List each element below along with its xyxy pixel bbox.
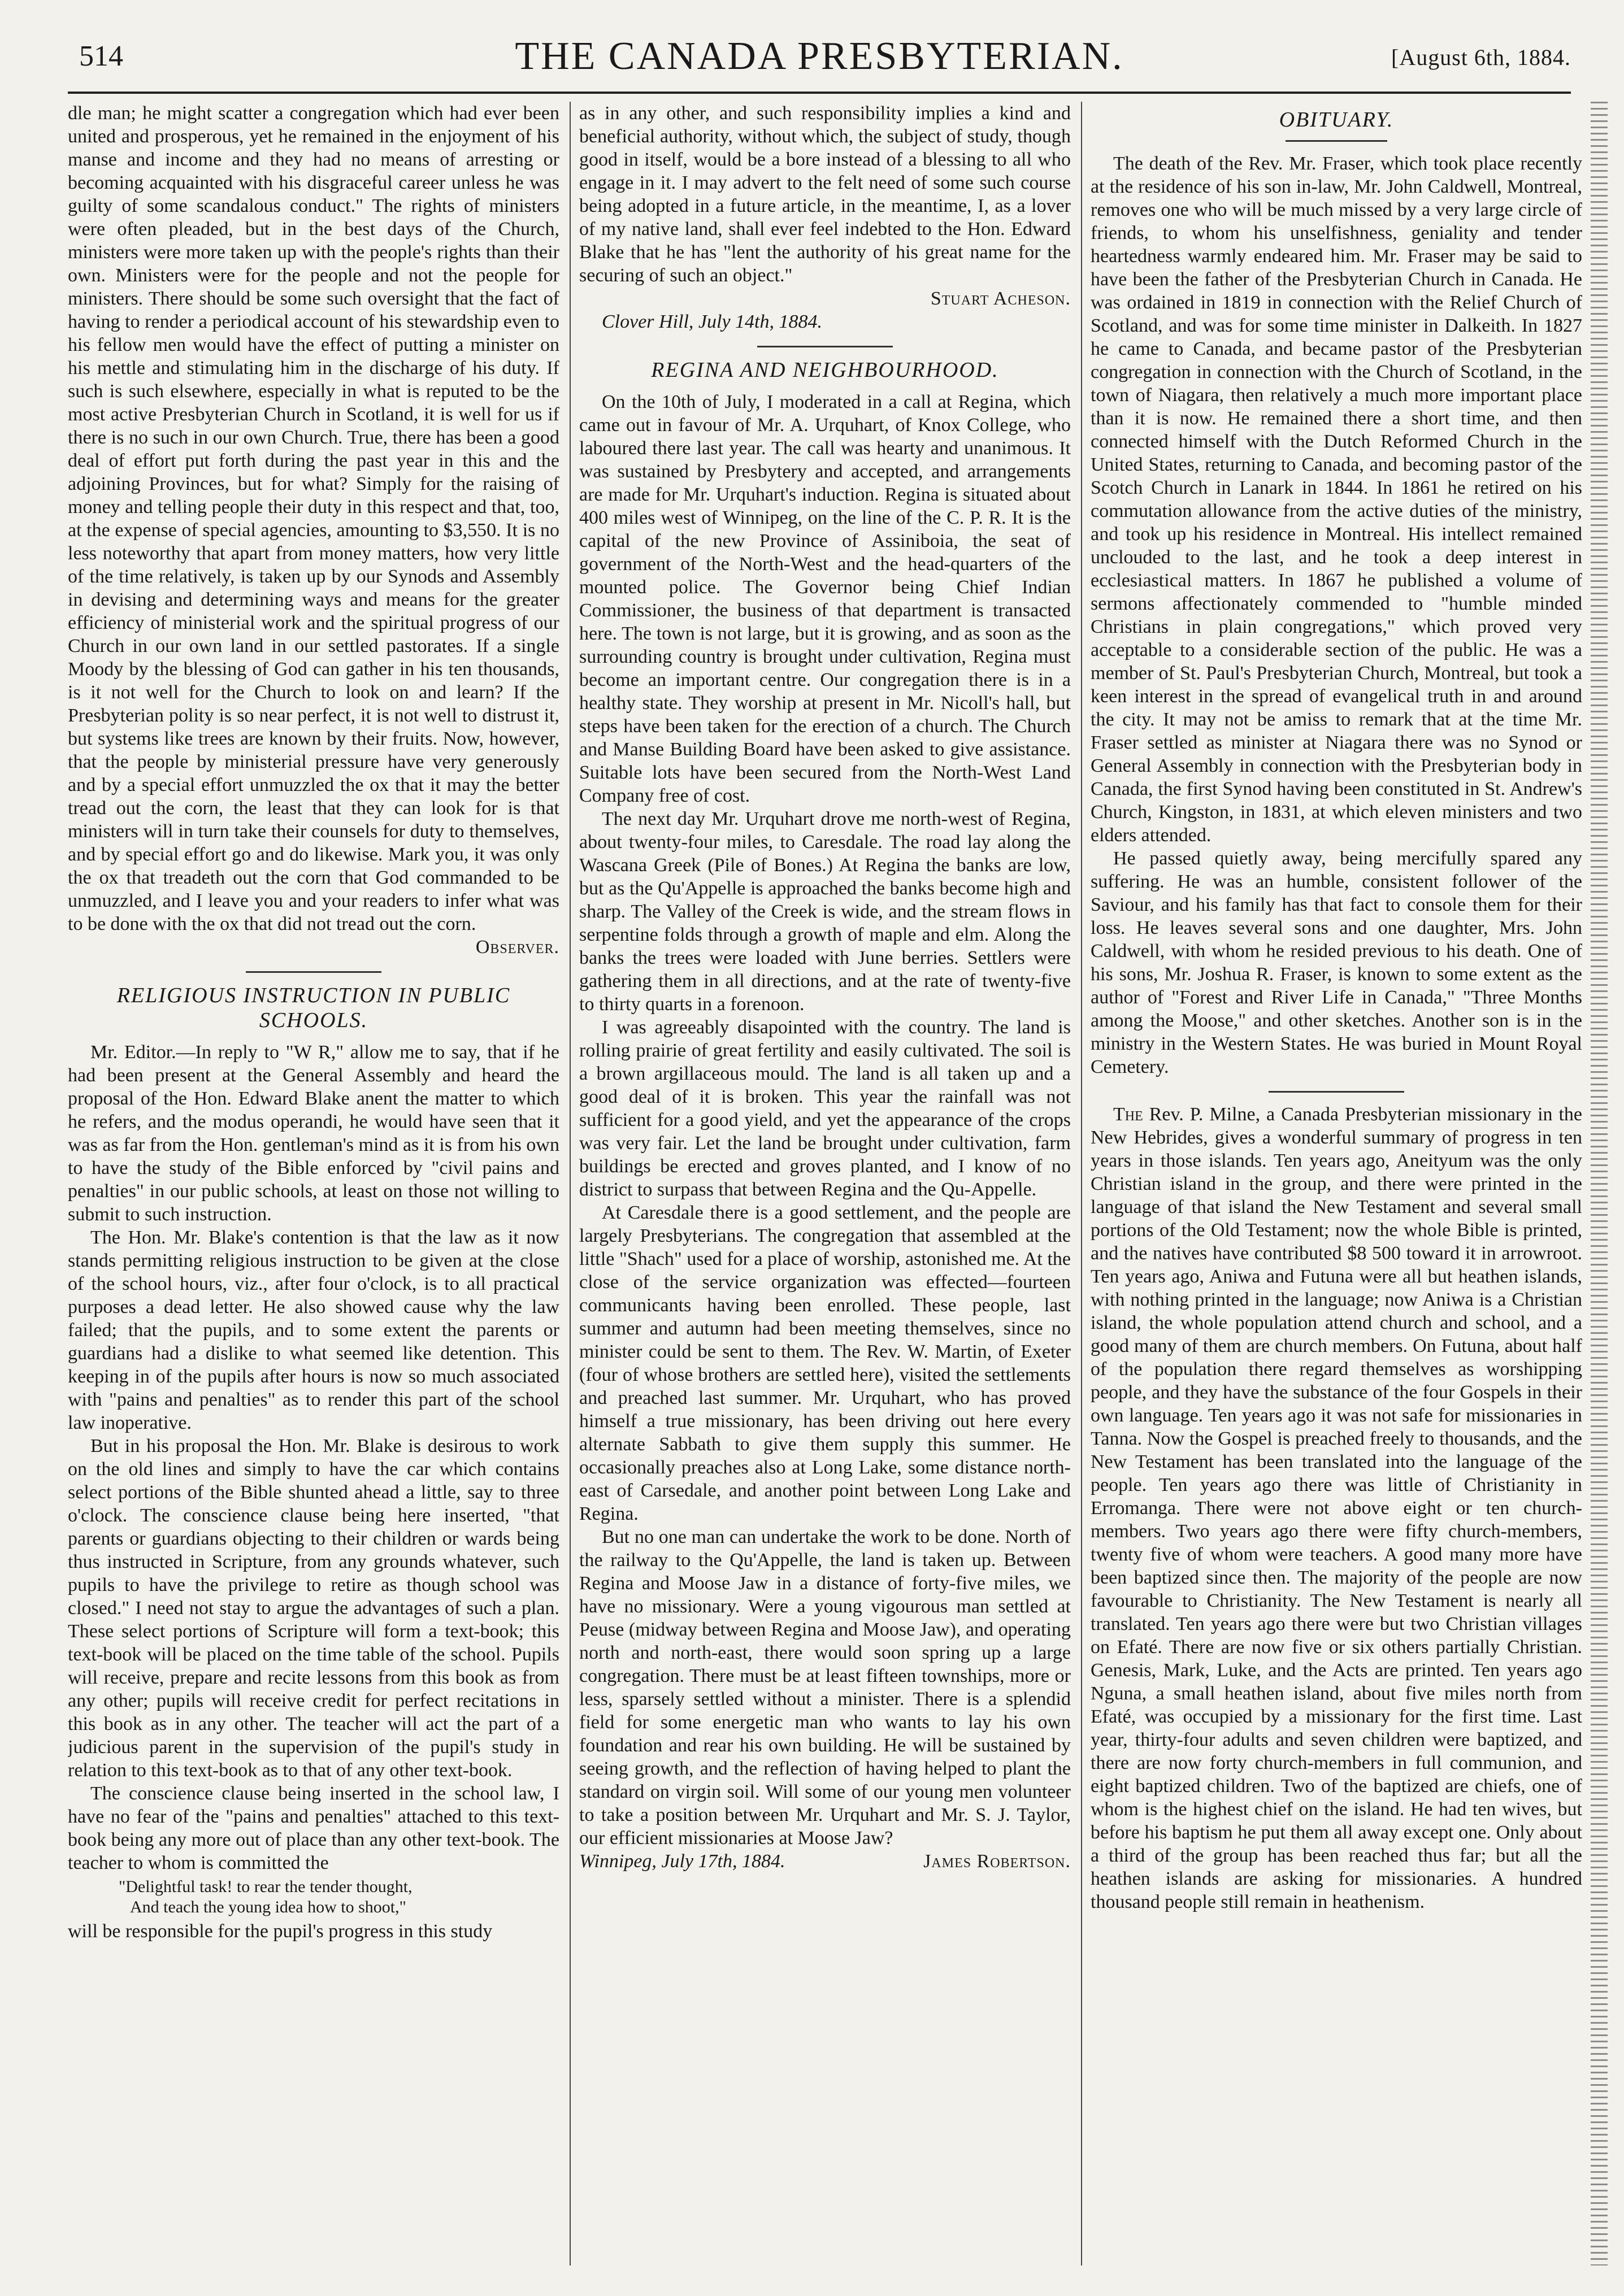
milne-text: Rev. P. Milne, a Canada Presbyterian missionary in the New Hebrides, gives a wonderful summary of progress in ten years in those islands. Ten years ago, Aneityum was the only Christian island in the group, and there were printed in the language of that island the New Testament and several small portions of the Old Testament; now the whole Bible is printed, and the natives have contributed $8 500 toward it in arrowroot. Ten years ago, Aniwa and Futuna were all but heathen islands, with nothing printed in the language; now Aniwa is a Christian island, the whole population attend church and school, and a good many of them are church members. On Futuna, about half of the population there regard themselves as worshipping people, and they have the substance of the four Gospels in their own language. Ten years ago it was not safe for missionaries in Tanna. Now the Gospel is preached freely to thousands, and the New Testament has been translated into the language of the people. Ten years ago there was little of Christianity in Erromanga. There were not above eight or ten church-members. Two years ago there were fifty church-members, twenty five of whom were teachers. A good many more have been baptized since then. The majority of the people are now favourable to Christianity. The New Testament is nearly all translated. Ten years ago there were but two Christian villages on Efaté. There are now five or six others partially Christian. Genesis, Mark, Luke, and the Acts are printed. Ten years ago Nguna, a small heathen island, about five miles north from Efaté, was occupied by a missionary for the first time. Last year, thirty-four adults and seven children were baptized, and there are now forty church-members in full communion, and eight baptized children. Two of the baptized are chiefs, one of whom is the highest chief on the island. He had ten wives, but before his baptism he put them all away except one. Only about a third of the group has been reached thus far; but all the heathen islands are asking for missionaries. A hundred thousand people still remain in heathenism.	[1091, 1104, 1582, 1912]
article-paragraph: Mr. Editor.—In reply to "W R," allow me to say, that if he had been present at the General Assembly and heard the proposal of the Hon. Edward Blake anent the matter to which he refers, and the modus operandi, he would have seen that it was as far from the Hon. gentleman's mind as it is from his own to have the study of the Bible enforced by "civil pains and penalties" in our public schools, at least on those not willing to submit to such instruction.	[68, 1042, 559, 1225]
article-paragraph: He passed quietly away, being mercifully spared any suffering. He was an humble, consistent follower of the Saviour, and his family has that fact to console them for their loss. He leaves several sons and one daughter, Mrs. John Caldwell, with whom he resided previous to his death. One of his sons, Mr. Joshua R. Fraser, is known to some extent as the author of "Forest and River Life in Canada," "Three Months among the Moose," and other sketches. Another son is in the ministry in the Western States. He was buried in Mount Royal Cemetery.	[1091, 848, 1582, 1077]
observer-letter-text: dle man; he might scatter a congregation which had ever been united and prosperous, yet he remained in the enjoyment of his manse and income and they had no means of arresting or becoming acquainted with his disgraceful career unless he was guilty of some scandalous conduct." The rights of ministers were often pleaded, but in the best days of the Church, ministers were more taken up with the people's rights than their own. Ministers were for the people and not the people for ministers. There should be some such oversight that the fact of having to render a periodical account of his stewardship even to his fellow men would have the effect of putting a minister on his mettle and stimulating him in the discharge of his duty. If such is such elsewhere, especially in what is reputed to be the most active Presbyterian Church in Scotland, it is well for us if there is no such in our own Church. True, there has been a good deal of effort put forth during the past year in this and the adjoining Provinces, but for what? Simply for the raising of money and telling people their duty in this respect and that, too, at the expense of special agencies, amounting to $3,550. It is no less noteworthy that apart from money matters, how very little of the time relatively, is taken up by our Synods and Assembly in devising and determining ways and means for the greater efficiency of ministerial work and the spiritual progress of our Church in our own land in our settled pastorates. If a single Moody by the blessing of God can gather in his ten thousands, is it not well for the Church to look on and learn? If the Presbyterian polity is so near perfect, it is not well to distrust it, but systems like trees are known by their fruits. Now, however, that the people by ministerial pressure have very generously and by a special effort unmuzzled the ox that it may the better tread out the corn, the least that they can look for is that ministers will in turn take their counsels for duty to themselves, and by special effort go and do likewise. Mark you, it was only the ox that treadeth out the corn that God commanded to be unmuzzled, and I leave you and your readers to infer what was to be done with the ox that did not tread out the corn.	[68, 103, 559, 934]
masthead-rule	[68, 92, 1571, 94]
section-divider	[1269, 1091, 1404, 1093]
section-divider	[246, 971, 381, 973]
article-paragraph: But in his proposal the Hon. Mr. Blake is desirous to work on the old lines and simply to have the car which contains select portions of the Bible shunted ahead a little, say to three o'clock. The conscience clause being here inserted, "that parents or guardians objecting to their children or wards being thus instructed in Scripture, from any grounds whatever, such pupils to have the privilege to retire as though school was closed." I need not stay to argue the advantages of such a plan. These select portions of Scripture will form a text-book; this text-book will be placed on the time table of the school. Pupils will receive, prepare and recite lessons from this book as from any other; pupils will receive credit for perfect recitations in this book as in any other. The teacher will act the part of a judicious parent in the supervision of the pupil's study in relation to this text-book as to that of any other text-book.	[68, 1436, 559, 1781]
article-paragraph: as in any other, and such responsibility implies a kind and beneficial authority, without which, the subject of study, though good in itself, would be a bore instead of a blessing to all who engage in it. I may advert to the felt need of some such course being adopted in a future article, in the meantime, I, as a lover of my native land, shall ever feel indebted to the Hon. Edward Blake that he has "lent the authority of his great name for the securing of such an object."	[579, 103, 1071, 286]
acheson-signature: Stuart Acheson.	[930, 288, 1071, 309]
page-number: 514	[79, 40, 123, 72]
article-paragraph: The conscience clause being inserted in the school law, I have no fear of the "pains and penalties" attached to this text-book being any more out of place than any other text-book. The teacher to whom is committed the	[68, 1783, 559, 1873]
column-2	[579, 102, 1071, 2265]
lead-word: The	[1113, 1104, 1143, 1125]
section-divider	[757, 346, 893, 347]
article-paragraph: At Caresdale there is a good settlement, and the people are largely Presbyterians. The congregation that assembled at the little "Shach" used for a place of worship, astonished me. At the close of the service organization was effected—fourteen communicants having been enrolled. These people, last summer and autumn had been meeting themselves, since no minister could be sent to them. The Rev. W. Martin, of Exeter (four of whose brothers are settled here), visited the settlements and preached last summer. Mr. Urquhart, who has proved himself a true missionary, has been driving out here every alternate Sabbath to give them supply this summer. He occasionally preaches also at Long Lake, some distance north-east of Carsedale, and another point between Long Lake and Regina.	[579, 1202, 1071, 1524]
quoted-verse	[119, 1877, 559, 1917]
acheson-dateline: Clover Hill, July 14th, 1884.	[602, 311, 823, 332]
verse-line: "Delightful task! to rear the tender thought,	[119, 1877, 412, 1896]
column-1	[68, 102, 559, 2265]
article-paragraph: But no one man can undertake the work to be done. North of the railway to the Qu'Appelle, the land is taken up. Between Regina and Moose Jaw in a distance of forty-five miles, we have no missionary. Were a young vigourous man settled at Peuse (midway between Regina and Moose Jaw), and operating north and north-east, there would soon spring up a large congregation. There must be at least fifteen townships, more or less, sparsely settled without a minister. There is a splendid field for some energetic man who wants to lay his own foundation and rear his own building. He will be sustained by seeing growth, and the reflection of having helped to plant the standard on virgin soil. Will some of our young men volunteer to take a position between Mr. Urquhart and Mr. S. J. Taylor, our efficient missionaries at Moose Jaw?	[579, 1527, 1071, 1849]
column-divider	[570, 102, 571, 2265]
column-3	[1091, 102, 1582, 2265]
regina-heading: REGINA AND NEIGHBOURHOOD.	[651, 358, 999, 382]
issue-date: [August 6th, 1884.	[1391, 45, 1571, 70]
robertson-dateline: Winnipeg, July 17th, 1884.	[579, 1851, 785, 1872]
article-paragraph: On the 10th of July, I moderated in a call at Regina, which came out in favour of Mr. A. Urquhart, of Knox College, who laboured there last year. The call was hearty and unanimous. It was sustained by Presbytery and accepted, and arrangements are made for Mr. Urquhart's induction. Regina is situated about 400 miles west of Winnipeg, on the line of the C. P. R. It is the capital of the new Province of Assiniboia, the seat of government of the North-West and the head-quarters of the mounted police. The Governor being Chief Indian Commissioner, the business of that department is transacted here. The town is not large, but it is growing, and as soon as the surrounding country is brought under cultivation, Regina must become an important centre. Our congregation there is in a healthy state. They worship at present in Mr. Nicoll's hall, but steps have been taken for the erection of a church. The Church and Manse Building Board have been asked to give assistance. Suitable lots have been secured from the North-West Land Company free of cost.	[579, 392, 1071, 806]
milne-paragraph	[1091, 1103, 1582, 1914]
religious-instruction-heading: RELIGIOUS INSTRUCTION IN PUBLIC SCHOOLS.	[116, 984, 511, 1032]
article-paragraph: I was agreeably disapointed with the country. The land is rolling prairie of great fertility and easily cultivated. The soil is a brown argillaceous mould. The land is all taken up and a good deal of it is broken. This year the rainfall was not sufficient for a good yield, and yet the appearance of the crops was very fair. Let the land be brought under cultivation, farm buildings be erected and groves planted, and I know of no district to surpass that between Regina and the Qu-Appelle.	[579, 1017, 1071, 1200]
article-paragraph: will be responsible for the pupil's progress in this study	[68, 1921, 493, 1942]
section-divider	[1286, 140, 1387, 142]
paper-title: THE CANADA PRESBYTERIAN.	[515, 34, 1124, 78]
article-paragraph: The Hon. Mr. Blake's contention is that the law as it now stands permitting religious instruction to be given at the close of the school hours, viz., after four o'clock, is to all practical purposes a dead letter. He also showed cause why the law failed; that the pupils, and to some extent the parents or guardians had a dislike to what seemed like detention. This keeping in of the pupils after hours is now so much associated with "pains and penalties" as to render this part of the school law inoperative.	[68, 1227, 559, 1433]
article-paragraph: The death of the Rev. Mr. Fraser, which took place recently at the residence of his son in-law, Mr. John Caldwell, Montreal, removes one who will be much missed by a very large circle of friends, to whom his unselfishness, geniality and tender heartedness warmly endeared him. Mr. Fraser may be said to have been the father of the Presbyterian Church in Canada. He was ordained in 1819 in connection with the Relief Church of Scotland, and was for some time minister in Dalkeith. In 1827 he came to Canada, and became pastor of the Presbyterian congregation in connection with the Church of Scotland, in the town of Niagara, then relatively a much more important place than it is now. He remained there a short time, and then connected himself with the Dutch Reformed Church in the United States, returning to Canada, and becoming pastor of the Scotch Church in Lanark in 1844. In 1861 he retired on his commutation allowance from the active duties of the ministry, and took up his residence in Montreal. His intellect remained unclouded to the last, and he took a deep interest in ecclesiastical matters. In 1867 he published a volume of sermons affectionately commended to "humble minded Christians in plain congregations," which proved very acceptable to a considerable section of the public. He was a member of St. Paul's Presbyterian Church, Montreal, but took a keen interest in the spread of evangelical truth in and around the city. It may not be amiss to remark that at the time Mr. Fraser settled as minister at Niagara there was no Synod or General Assembly in connection with the Presbyterian body in Canada, the first Synod having been constituted in St. Andrew's Church, Kingston, in 1831, at which eleven ministers and two elders attended.	[1091, 153, 1582, 846]
observer-signature: Observer.	[475, 937, 559, 958]
masthead	[68, 34, 1571, 85]
article-paragraph: The next day Mr. Urquhart drove me north-west of Regina, about twenty-four miles, to Caresdale. The road lay along the Wascana Greek (Pile of Bones.) At Regina the banks are low, but as the Qu'Appelle is approached the banks become high and sharp. The Valley of the Creek is wide, and the stream flows in serpentine folds through a growth of maple and elm. Along the banks the trees were loaded with June berries. Settlers were gathering them in all directions, and at the rate of twenty-five to thirty quarts in a forenoon.	[579, 808, 1071, 1015]
binding-edge	[1591, 102, 1608, 2265]
column-divider	[1081, 102, 1082, 2265]
verse-line: And teach the young idea how to shoot,"	[130, 1898, 406, 1916]
robertson-signature: James Robertson.	[923, 1851, 1071, 1872]
robertson-signature-line	[579, 1850, 1071, 1873]
obituary-heading: OBITUARY.	[1279, 108, 1394, 132]
